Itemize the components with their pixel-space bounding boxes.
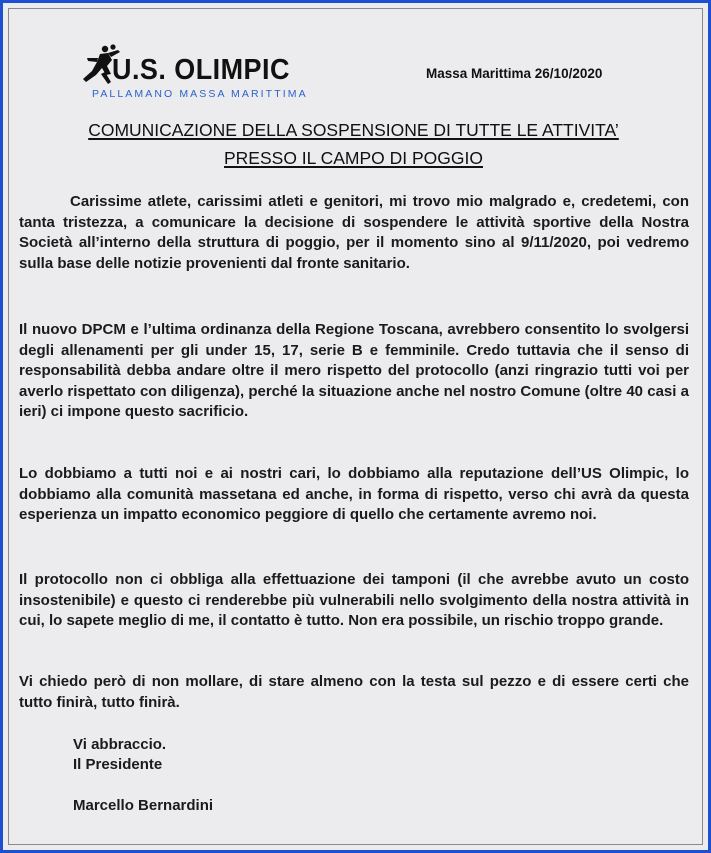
date-line: Massa Marittima 26/10/2020	[426, 66, 603, 81]
paragraph-3: Lo dobbiamo a tutti noi e ai nostri cari, lo dobbiamo alla reputazione dell’US Olimpic, lo dobbiamo alla comunità massetana ed anche, in forma di rispetto, verso chi avrà da questa esperienza un impatto economico peggiore di quello che certamente avremo noi.	[19, 465, 689, 523]
signature-role: Il Presidente	[73, 756, 163, 773]
logo-name: U.S. OLIMPIC	[112, 54, 290, 86]
title-line-2: PRESSO IL CAMPO DI POGGIO	[224, 148, 483, 168]
paragraph-4: Il protocollo non ci obbliga alla effettuazione dei tamponi (il che avrebbe avuto un costo insostenibile) e questo ci renderebbe più vulnerabili nello svolgimento della nostra attività in cui, lo sapete meglio di me, il contatto è tutto. Non era possibile, un rischio troppo grande.	[19, 571, 689, 629]
paragraph-2: Il nuovo DPCM e l’ultima ordinanza della Regione Toscana, avrebbero consentito lo svolgersi degli allenamenti per gli under 15, 17, serie B e femminile. Credo tuttavia che il senso di responsabilità debba andare oltre il mero rispetto del protocollo (anzi ringrazio tutti voi per averlo rispettato con diligenza), perché la situazione anche nel nostro Comune (oltre 40 casi a ieri) ci impone questo sacrificio.	[19, 321, 689, 420]
logo-subtitle: PALLAMANO MASSA MARITTIMA	[92, 88, 308, 100]
closing-line: Vi abbraccio.	[73, 736, 167, 753]
signature-name: Marcello Bernardini	[73, 797, 214, 814]
title-line-1: COMUNICAZIONE DELLA SOSPENSIONE DI TUTTE LE ATTIVITA’	[88, 120, 619, 140]
paragraph-5: Vi chiedo però di non mollare, di stare almeno con la testa sul pezzo e di essere certi che tutto finirà, tutto finirà.	[19, 673, 689, 711]
club-logo	[78, 44, 314, 102]
paragraph-1: Carissime atlete, carissimi atleti e genitori, mi trovo mio malgrado e, credetemi, con tanta tristezza, a comunicare la decisione di sospendere le attività sportive della Nostra Società all’interno della struttura di poggio, per il momento sino al 9/11/2020, poi vedremo sulla base delle notizie provenienti dal fronte sanitario.	[19, 193, 689, 272]
